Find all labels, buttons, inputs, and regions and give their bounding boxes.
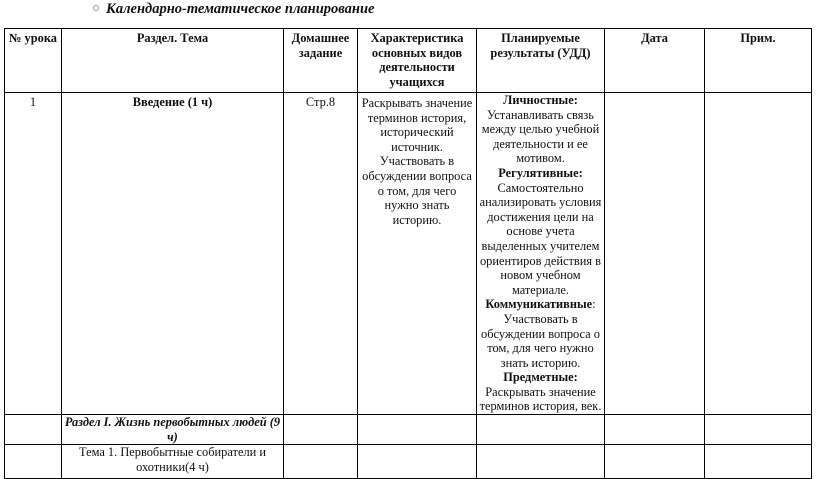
header-note: Прим. bbox=[705, 29, 812, 93]
cell-note bbox=[705, 93, 812, 415]
cell-date bbox=[605, 93, 705, 415]
header-homework: Домашнее задание bbox=[284, 29, 358, 93]
cell-note bbox=[705, 445, 812, 479]
table-row bbox=[5, 445, 812, 479]
personal-results-heading: Личностные: bbox=[503, 93, 578, 107]
header-activities: Характеристика основных видов деятельности учащихся bbox=[358, 29, 477, 93]
cell-note bbox=[705, 415, 812, 445]
cell-section-title: Раздел I. Жизнь первобытных людей (9 ч) bbox=[62, 415, 284, 445]
cell-activities bbox=[358, 415, 477, 445]
table-row bbox=[5, 93, 812, 415]
cell-topic-title: Тема 1. Первобытные собиратели и охотники(4 ч) bbox=[62, 445, 284, 479]
communicative-results-heading: Коммуникативные bbox=[485, 297, 593, 312]
cell-lesson-number bbox=[5, 415, 62, 445]
communicative-results-colon: : bbox=[592, 297, 596, 312]
subject-results-heading: Предметные: bbox=[503, 370, 578, 385]
header-section-topic: Раздел. Тема bbox=[62, 29, 284, 93]
bullet-marker-icon bbox=[93, 5, 99, 11]
header-lesson-number: № урока bbox=[5, 29, 62, 93]
cell-date bbox=[605, 445, 705, 479]
regulatory-results-text: Самостоятельно анализировать условия достижения цели на основе учета выделенных учителем ориентиров действия в новом учебном материале. bbox=[479, 180, 602, 297]
cell-activities bbox=[358, 445, 477, 479]
cell-homework bbox=[284, 415, 358, 445]
page-title bbox=[93, 1, 374, 21]
cell-lesson-number: 1 bbox=[5, 93, 62, 415]
cell-planned-results bbox=[477, 445, 605, 479]
cell-homework bbox=[284, 445, 358, 479]
page-title-text: Календарно-тематическое планирование bbox=[106, 1, 375, 17]
cell-homework: Стр.8 bbox=[284, 93, 358, 415]
subject-results-text: Раскрывать значение терминов история, век. bbox=[479, 384, 602, 414]
table-row bbox=[5, 415, 812, 445]
communicative-results-heading-wrap bbox=[479, 297, 602, 312]
personal-results-text: Устанавливать связь между целью учебной деятельности и ее мотивом. bbox=[481, 107, 600, 166]
cell-section-intro: Введение (1 ч) bbox=[62, 93, 284, 415]
cell-planned-results bbox=[477, 415, 605, 445]
table-header-row bbox=[5, 29, 812, 93]
lesson-plan-table bbox=[4, 28, 812, 479]
header-date: Дата bbox=[605, 29, 705, 93]
header-planned-results: Планируемые результаты (УДД) bbox=[477, 29, 605, 93]
cell-planned-results bbox=[477, 93, 605, 415]
regulatory-results-heading: Регулятивные: bbox=[498, 165, 583, 180]
communicative-results-text: Участвовать в обсуждении вопроса о том, для чего нужно знать историю. bbox=[481, 311, 600, 370]
cell-lesson-number bbox=[5, 445, 62, 479]
cell-activities: Раскрывать значение терминов история, исторический источник. Участвовать в обсуждении вопроса о том, для чего нужно знать историю. bbox=[358, 93, 477, 415]
cell-date bbox=[605, 415, 705, 445]
